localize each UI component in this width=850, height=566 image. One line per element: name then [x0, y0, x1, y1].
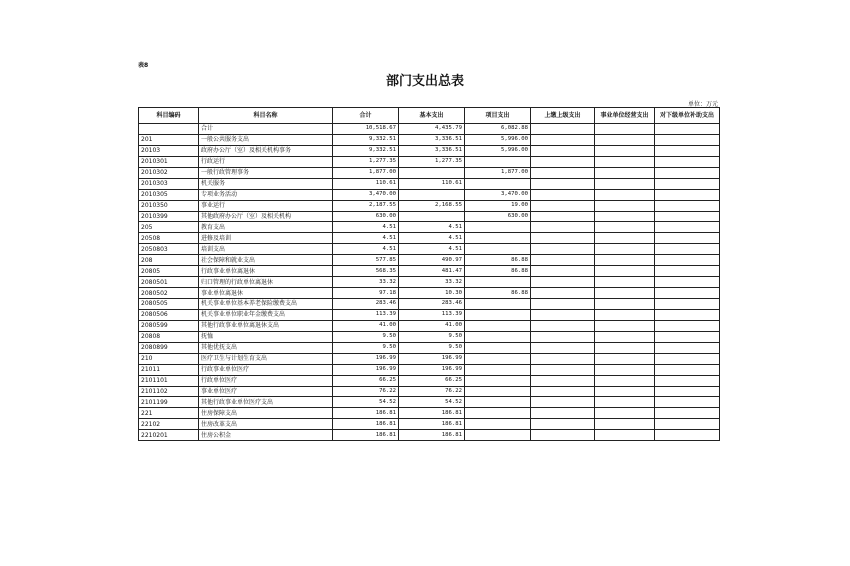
cell-subsidy	[655, 375, 720, 386]
cell-remit	[531, 244, 595, 255]
cell-remit	[531, 386, 595, 397]
table-number-tag: 表8	[138, 62, 149, 69]
cell-name: 政府办公厅（室）及相关机构事务	[199, 145, 333, 156]
cell-remit	[531, 419, 595, 430]
cell-total: 577.85	[333, 255, 399, 266]
cell-code: 208	[139, 255, 199, 266]
table-row	[139, 299, 720, 310]
cell-operate	[595, 145, 655, 156]
cell-name: 归口管理的行政单位离退休	[199, 277, 333, 288]
cell-total: 1,277.35	[333, 156, 399, 167]
table-row	[139, 145, 720, 156]
cell-remit	[531, 178, 595, 189]
cell-project: 6,082.88	[465, 124, 531, 135]
cell-operate	[595, 419, 655, 430]
cell-code: 2101199	[139, 397, 199, 408]
cell-project	[465, 408, 531, 419]
cell-code: 2010301	[139, 156, 199, 167]
cell-total: 33.32	[333, 277, 399, 288]
unit-label: 单位：万元	[687, 101, 718, 108]
cell-code: 2080506	[139, 309, 199, 320]
cell-code: 205	[139, 222, 199, 233]
cell-total: 2,187.55	[333, 200, 399, 211]
cell-project	[465, 309, 531, 320]
cell-remit	[531, 331, 595, 342]
cell-name: 住房公积金	[199, 430, 333, 441]
cell-name: 一般公共服务支出	[199, 134, 333, 145]
cell-total: 9.50	[333, 331, 399, 342]
cell-basic: 4.51	[399, 233, 465, 244]
cell-subsidy	[655, 299, 720, 310]
cell-operate	[595, 134, 655, 145]
cell-remit	[531, 288, 595, 299]
cell-project	[465, 233, 531, 244]
cell-remit	[531, 233, 595, 244]
cell-code: 2080502	[139, 288, 199, 299]
table-row	[139, 320, 720, 331]
cell-subsidy	[655, 124, 720, 135]
cell-basic: 3,336.51	[399, 134, 465, 145]
cell-project	[465, 331, 531, 342]
cell-name: 专项业务活动	[199, 189, 333, 200]
cell-subsidy	[655, 309, 720, 320]
cell-operate	[595, 299, 655, 310]
table-row	[139, 277, 720, 288]
cell-subsidy	[655, 189, 720, 200]
cell-total: 9.50	[333, 342, 399, 353]
cell-operate	[595, 375, 655, 386]
cell-project	[465, 397, 531, 408]
cell-project: 86.88	[465, 255, 531, 266]
table-row	[139, 222, 720, 233]
cell-project: 3,470.00	[465, 189, 531, 200]
cell-operate	[595, 320, 655, 331]
cell-subsidy	[655, 167, 720, 178]
cell-subsidy	[655, 397, 720, 408]
cell-project: 630.00	[465, 211, 531, 222]
table-row	[139, 233, 720, 244]
cell-remit	[531, 266, 595, 277]
cell-basic: 490.97	[399, 255, 465, 266]
cell-project: 86.88	[465, 266, 531, 277]
cell-subsidy	[655, 364, 720, 375]
table-row	[139, 342, 720, 353]
cell-total: 196.99	[333, 364, 399, 375]
cell-code	[139, 124, 199, 135]
cell-remit	[531, 277, 595, 288]
cell-operate	[595, 222, 655, 233]
cell-remit	[531, 189, 595, 200]
cell-code: 2010303	[139, 178, 199, 189]
cell-code: 2010350	[139, 200, 199, 211]
cell-subsidy	[655, 145, 720, 156]
table-row	[139, 124, 720, 135]
cell-project	[465, 430, 531, 441]
cell-basic: 283.46	[399, 299, 465, 310]
cell-total: 196.99	[333, 353, 399, 364]
cell-remit	[531, 156, 595, 167]
cell-basic: 110.61	[399, 178, 465, 189]
cell-code: 2010302	[139, 167, 199, 178]
cell-operate	[595, 211, 655, 222]
cell-remit	[531, 320, 595, 331]
cell-remit	[531, 200, 595, 211]
table-row	[139, 200, 720, 211]
col-header-subsidy: 对下级单位补助支出	[655, 108, 720, 124]
cell-operate	[595, 189, 655, 200]
cell-code: 22102	[139, 419, 199, 430]
cell-subsidy	[655, 342, 720, 353]
cell-operate	[595, 167, 655, 178]
cell-operate	[595, 244, 655, 255]
cell-total: 283.46	[333, 299, 399, 310]
cell-basic: 186.81	[399, 430, 465, 441]
cell-basic	[399, 211, 465, 222]
cell-operate	[595, 233, 655, 244]
cell-basic: 54.52	[399, 397, 465, 408]
table-row	[139, 189, 720, 200]
table-row	[139, 244, 720, 255]
cell-name: 事业运行	[199, 200, 333, 211]
cell-operate	[595, 200, 655, 211]
cell-remit	[531, 211, 595, 222]
cell-project	[465, 222, 531, 233]
cell-remit	[531, 309, 595, 320]
cell-remit	[531, 430, 595, 441]
cell-name: 培训支出	[199, 244, 333, 255]
cell-remit	[531, 124, 595, 135]
cell-project: 19.00	[465, 200, 531, 211]
cell-name: 机关事业单位职业年金缴费支出	[199, 309, 333, 320]
cell-name: 住房保障支出	[199, 408, 333, 419]
cell-total: 3,470.00	[333, 189, 399, 200]
cell-subsidy	[655, 222, 720, 233]
cell-project	[465, 244, 531, 255]
cell-total: 97.18	[333, 288, 399, 299]
cell-total: 1,877.00	[333, 167, 399, 178]
cell-subsidy	[655, 178, 720, 189]
cell-remit	[531, 167, 595, 178]
cell-operate	[595, 178, 655, 189]
cell-total: 630.00	[333, 211, 399, 222]
cell-project	[465, 156, 531, 167]
table-row	[139, 408, 720, 419]
cell-basic: 186.81	[399, 419, 465, 430]
table-row	[139, 430, 720, 441]
cell-basic: 196.99	[399, 353, 465, 364]
cell-remit	[531, 145, 595, 156]
table-row	[139, 156, 720, 167]
cell-subsidy	[655, 266, 720, 277]
cell-total: 9,332.51	[333, 145, 399, 156]
cell-remit	[531, 134, 595, 145]
cell-subsidy	[655, 320, 720, 331]
cell-basic: 2,168.55	[399, 200, 465, 211]
cell-name: 其他行政事业单位离退休支出	[199, 320, 333, 331]
cell-basic: 76.22	[399, 386, 465, 397]
table-row	[139, 167, 720, 178]
table-row	[139, 288, 720, 299]
cell-subsidy	[655, 277, 720, 288]
cell-total: 186.81	[333, 419, 399, 430]
cell-operate	[595, 156, 655, 167]
cell-code: 2010305	[139, 189, 199, 200]
table-row	[139, 397, 720, 408]
cell-code: 2010399	[139, 211, 199, 222]
table-row	[139, 419, 720, 430]
cell-basic: 66.25	[399, 375, 465, 386]
cell-total: 186.81	[333, 430, 399, 441]
table-row	[139, 353, 720, 364]
cell-total: 54.52	[333, 397, 399, 408]
cell-remit	[531, 397, 595, 408]
cell-project: 5,996.00	[465, 134, 531, 145]
cell-basic: 41.00	[399, 320, 465, 331]
cell-code: 20805	[139, 266, 199, 277]
cell-project	[465, 364, 531, 375]
table-row	[139, 386, 720, 397]
cell-total: 41.00	[333, 320, 399, 331]
cell-name: 社会保障和就业支出	[199, 255, 333, 266]
cell-name: 进修及培训	[199, 233, 333, 244]
cell-name: 合计	[199, 124, 333, 135]
cell-code: 2101102	[139, 386, 199, 397]
cell-basic	[399, 167, 465, 178]
col-header-project: 项目支出	[465, 108, 531, 124]
cell-subsidy	[655, 134, 720, 145]
cell-remit	[531, 364, 595, 375]
cell-basic: 481.47	[399, 266, 465, 277]
cell-name: 行政事业单位医疗	[199, 364, 333, 375]
cell-subsidy	[655, 233, 720, 244]
cell-project	[465, 320, 531, 331]
cell-subsidy	[655, 244, 720, 255]
cell-basic: 186.81	[399, 408, 465, 419]
cell-operate	[595, 124, 655, 135]
cell-remit	[531, 299, 595, 310]
table-row	[139, 211, 720, 222]
cell-total: 4.51	[333, 244, 399, 255]
cell-total: 568.35	[333, 266, 399, 277]
cell-basic: 4,435.79	[399, 124, 465, 135]
table-row	[139, 178, 720, 189]
cell-code: 21011	[139, 364, 199, 375]
cell-basic: 4.51	[399, 244, 465, 255]
cell-remit	[531, 255, 595, 266]
cell-remit	[531, 222, 595, 233]
cell-project	[465, 299, 531, 310]
cell-code: 20508	[139, 233, 199, 244]
cell-total: 110.61	[333, 178, 399, 189]
cell-code: 2210201	[139, 430, 199, 441]
cell-code: 20103	[139, 145, 199, 156]
cell-basic: 196.99	[399, 364, 465, 375]
cell-operate	[595, 353, 655, 364]
cell-code: 221	[139, 408, 199, 419]
table-body	[139, 124, 720, 441]
cell-remit	[531, 342, 595, 353]
cell-remit	[531, 353, 595, 364]
cell-subsidy	[655, 255, 720, 266]
col-header-code: 科目编码	[139, 108, 199, 124]
table-row	[139, 266, 720, 277]
cell-operate	[595, 397, 655, 408]
cell-code: 2101101	[139, 375, 199, 386]
cell-subsidy	[655, 430, 720, 441]
table-header-row	[139, 108, 720, 124]
cell-code: 210	[139, 353, 199, 364]
cell-operate	[595, 386, 655, 397]
cell-operate	[595, 288, 655, 299]
table-row	[139, 309, 720, 320]
cell-subsidy	[655, 211, 720, 222]
cell-subsidy	[655, 331, 720, 342]
cell-project	[465, 375, 531, 386]
cell-subsidy	[655, 200, 720, 211]
cell-subsidy	[655, 419, 720, 430]
cell-name: 一般行政管理事务	[199, 167, 333, 178]
col-header-operate: 事业单位经营支出	[595, 108, 655, 124]
cell-code: 2080505	[139, 299, 199, 310]
cell-project	[465, 419, 531, 430]
cell-name: 其他政府办公厅（室）及相关机构	[199, 211, 333, 222]
cell-name: 机关服务	[199, 178, 333, 189]
cell-basic: 3,336.51	[399, 145, 465, 156]
cell-total: 10,518.67	[333, 124, 399, 135]
cell-project: 5,996.00	[465, 145, 531, 156]
cell-name: 医疗卫生与计划生育支出	[199, 353, 333, 364]
cell-subsidy	[655, 288, 720, 299]
table-row	[139, 331, 720, 342]
col-header-basic: 基本支出	[399, 108, 465, 124]
table-row	[139, 364, 720, 375]
cell-code: 2050803	[139, 244, 199, 255]
cell-basic: 10.30	[399, 288, 465, 299]
cell-basic	[399, 189, 465, 200]
cell-operate	[595, 266, 655, 277]
cell-code: 2080899	[139, 342, 199, 353]
cell-name: 行政事业单位离退休	[199, 266, 333, 277]
cell-subsidy	[655, 386, 720, 397]
cell-name: 其他行政事业单位医疗支出	[199, 397, 333, 408]
cell-code: 20808	[139, 331, 199, 342]
cell-total: 186.81	[333, 408, 399, 419]
table-row	[139, 255, 720, 266]
cell-subsidy	[655, 353, 720, 364]
cell-project	[465, 178, 531, 189]
cell-code: 2080501	[139, 277, 199, 288]
cell-subsidy	[655, 408, 720, 419]
cell-name: 机关事业单位基本养老保险缴费支出	[199, 299, 333, 310]
cell-total: 66.25	[333, 375, 399, 386]
cell-name: 事业单位医疗	[199, 386, 333, 397]
cell-basic: 1,277.35	[399, 156, 465, 167]
cell-operate	[595, 255, 655, 266]
cell-project	[465, 386, 531, 397]
cell-remit	[531, 408, 595, 419]
cell-basic: 9.50	[399, 331, 465, 342]
cell-code: 201	[139, 134, 199, 145]
cell-name: 抚恤	[199, 331, 333, 342]
cell-name: 教育支出	[199, 222, 333, 233]
cell-project	[465, 353, 531, 364]
cell-operate	[595, 364, 655, 375]
cell-total: 4.51	[333, 222, 399, 233]
cell-total: 4.51	[333, 233, 399, 244]
cell-name: 事业单位离退休	[199, 288, 333, 299]
cell-total: 76.22	[333, 386, 399, 397]
cell-name: 行政运行	[199, 156, 333, 167]
col-header-remit: 上缴上级支出	[531, 108, 595, 124]
cell-code: 2080599	[139, 320, 199, 331]
cell-remit	[531, 375, 595, 386]
cell-basic: 4.51	[399, 222, 465, 233]
cell-total: 9,332.51	[333, 134, 399, 145]
table-row	[139, 375, 720, 386]
cell-operate	[595, 408, 655, 419]
cell-subsidy	[655, 156, 720, 167]
cell-name: 行政单位医疗	[199, 375, 333, 386]
expenditure-table	[138, 107, 720, 441]
cell-operate	[595, 277, 655, 288]
cell-name: 住房改革支出	[199, 419, 333, 430]
cell-project: 86.88	[465, 288, 531, 299]
cell-name: 其他优抚支出	[199, 342, 333, 353]
cell-total: 113.39	[333, 309, 399, 320]
page-title: 部门支出总表	[385, 74, 464, 89]
cell-operate	[595, 430, 655, 441]
cell-basic: 9.50	[399, 342, 465, 353]
cell-project	[465, 342, 531, 353]
cell-project	[465, 277, 531, 288]
cell-operate	[595, 342, 655, 353]
cell-operate	[595, 309, 655, 320]
cell-project: 1,877.00	[465, 167, 531, 178]
cell-basic: 33.32	[399, 277, 465, 288]
table-row	[139, 134, 720, 145]
cell-basic: 113.39	[399, 309, 465, 320]
cell-operate	[595, 331, 655, 342]
col-header-name: 科目名称	[199, 108, 333, 124]
col-header-total: 合计	[333, 108, 399, 124]
